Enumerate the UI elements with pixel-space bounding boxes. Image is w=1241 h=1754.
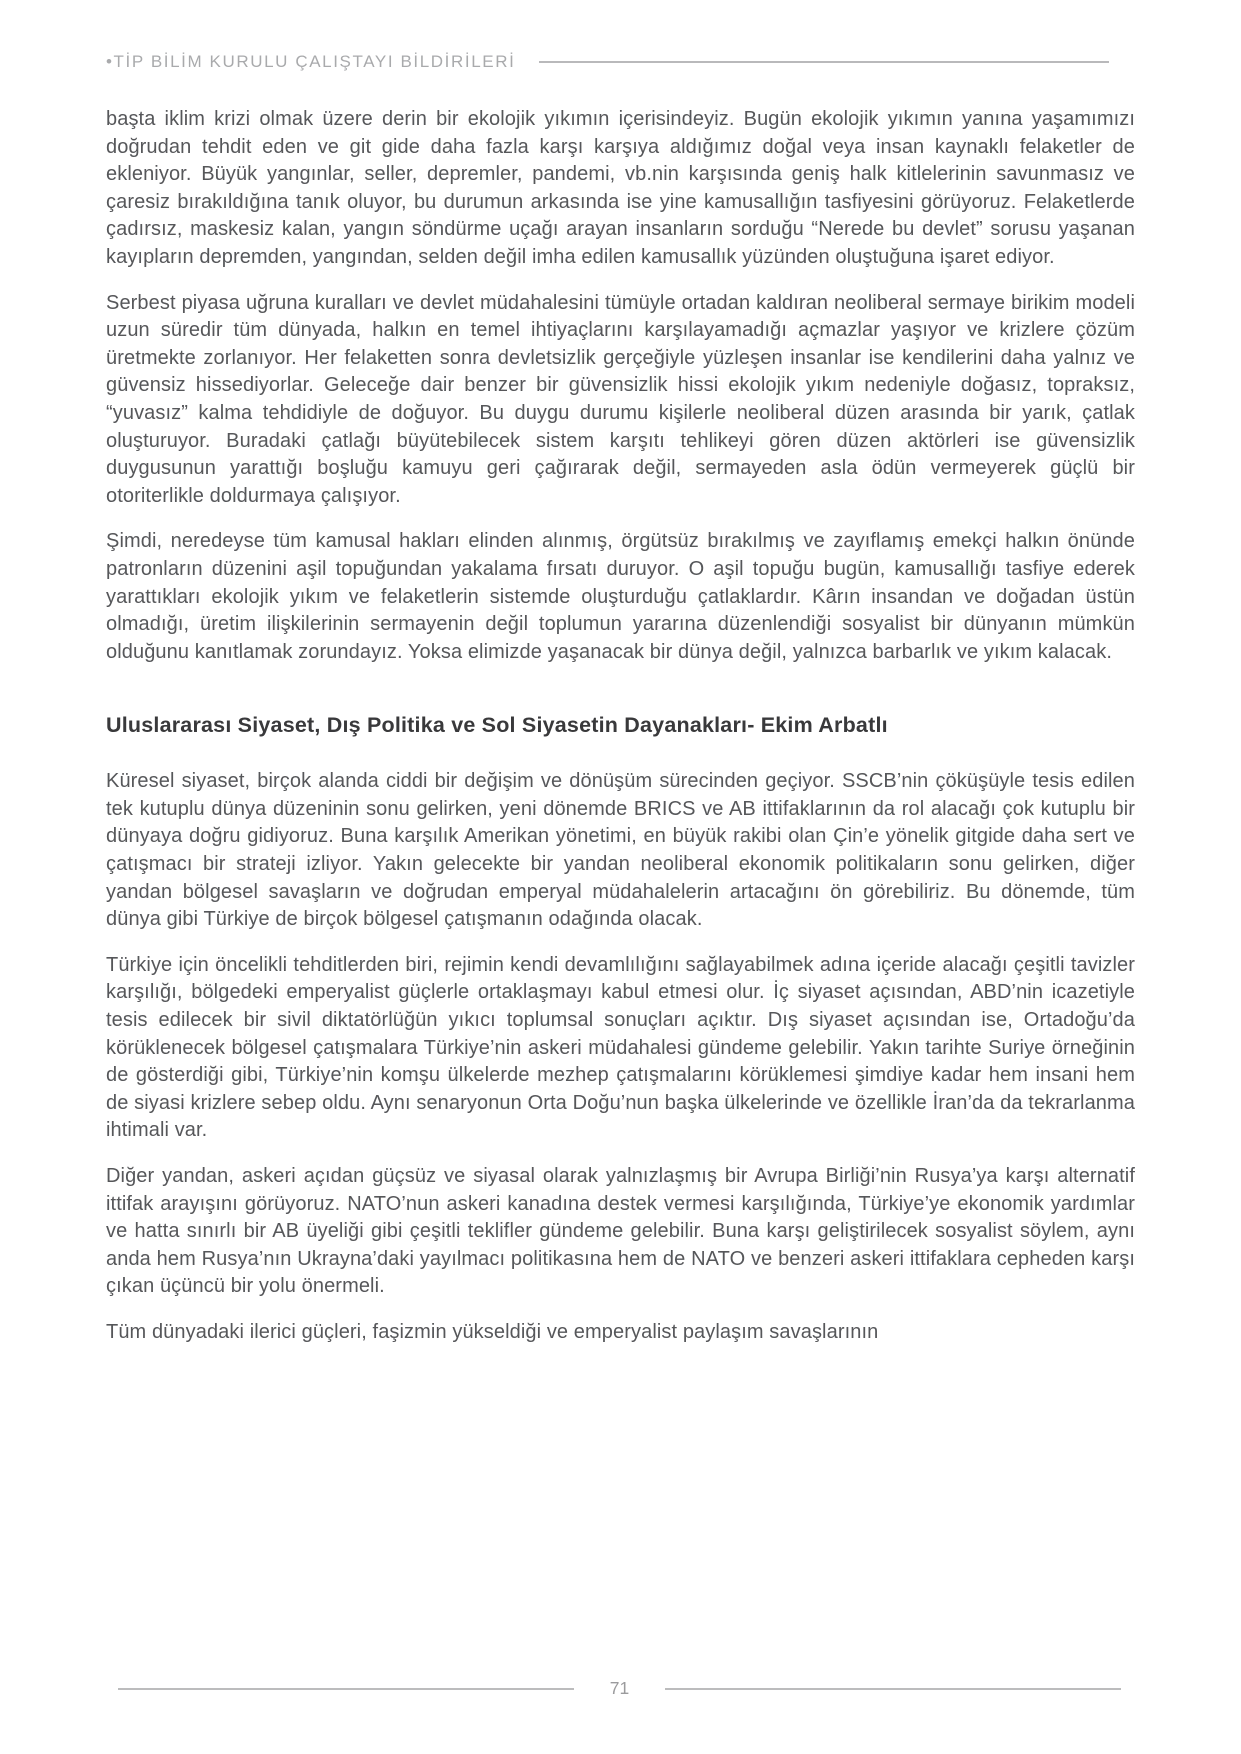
running-header-title: •TİP BİLİM KURULU ÇALIŞTAYI BİLDİRİLERİ — [106, 52, 516, 71]
running-header — [106, 0, 1135, 72]
page-number: 71 — [609, 1678, 630, 1698]
footer-rule-right — [665, 1688, 1121, 1690]
body-paragraph-2: Serbest piyasa uğruna kuralları ve devlet müdahalesini tümüyle ortadan kaldıran neoliberal sermaye birikim modeli uzun süredir tüm dünyada, halkın en temel ihtiyaçlarını karşılayamadığı açmazlar yaşıyor ve krizlere çözüm üretmekte zorlanıyor. Her felaketten sonra devletsizlik gerçeğiyle yüzleşen insanlar ise kendilerini daha yalnız ve güvensiz hissediyorlar. Geleceğe dair benzer bir güvensizlik hissi ekolojik yıkım nedeniyle doğasız, topraksız, “yuvasız” kalma tehdidiyle de doğuyor. Bu duygu durumu kişilerle neoliberal düzen arasında bir yarık, çatlak oluşturuyor. Buradaki çatlağı büyütebilecek sistem karşıtı tehlikeyi gören düzen aktörleri ise güvensizlik duygusunun yarattığı boşluğu kamuyu geri çağırarak değil, sermayeden asla ödün vermeyerek güçlü bir otoriterlikle doldurmaya çalışıyor. — [106, 291, 1135, 507]
page-footer — [106, 1678, 1135, 1699]
section-paragraph-2: Türkiye için öncelikli tehditlerden biri, rejimin kendi devamlılığını sağlayabilmek adına içeride alacağı çeşitli tavizler karşılığı, bölgedeki emperyalist güçlerle ortaklaşmayı kabul etmesi olur. İç siyaset açısından, ABD’nin icazetiyle tesis edilecek bir sivil diktatörlüğün yıkıcı toplumsal sonuçları açıktır. Dış siyaset açısından ise, Ortadoğu’da körüklenecek bölgesel çatışmalara Türkiye’nin askeri müdahalesi gündeme gelebilir. Yakın tarihte Suriye örneğinin de gösterdiği gibi, Türkiye’nin komşu ülkelerde mezhep çatışmalarını körüklemesi şimdiye kadar hem insani hem de siyasi krizlere sebep oldu. Aynı senaryonun Orta Doğu’nun başka ülkelerinde ve özellikle İran’da da tekrarlanma ihtimali var. — [106, 953, 1135, 1142]
section-paragraph-3: Diğer yandan, askeri açıdan güçsüz ve siyasal olarak yalnızlaşmış bir Avrupa Birliği’nin Rusya’ya karşı alternatif ittifak arayışını görüyoruz. NATO’nun askeri kanadına destek vermesi karşılığında, Türkiye’ye ekonomik yardımlar ve hatta sınırlı bir AB üyeliği gibi çeşitli teklifler gündeme gelebilir. Buna karşı geliştirilecek sosyalist söylem, aynı anda hem Rusya’nın Ukrayna’daki yayılmacı politikasına hem de NATO ve benzeri askeri ittifaklara cepheden karşı çıkan üçüncü bir yolu önermeli. — [106, 1165, 1135, 1298]
body-paragraph-1: başta iklim krizi olmak üzere derin bir ekolojik yıkımın içerisindeyiz. Bugün ekolojik yıkımın yanına yaşamımızı doğrudan tehdit eden ve git gide daha fazla karşı karşıya aldığımız doğal veya insan kaynaklı felaketler de ekleniyor. Büyük yangınlar, seller, depremler, pandemi, vb.nin karşısında geniş halk kitlelerinin savunmasız ve çaresiz bırakıldığına tanık oluyor, bu durumun arkasında ise yine kamusallığın tasfiyesini görüyoruz. Felaketlerde çadırsız, maskesiz kalan, yangın söndürme uçağı arayan insanların sorduğu “Nerede bu devlet” sorusu yaşanan kayıpların depremden, yangından, selden değil imha edilen kamusallık yüzünden oluştuğuna işaret ediyor. — [106, 108, 1135, 268]
section-heading: Uluslararası Siyaset, Dış Politika ve Sol Siyasetin Dayanakları- Ekim Arbatlı — [106, 713, 888, 738]
body-paragraph-3: Şimdi, neredeyse tüm kamusal hakları elinden alınmış, örgütsüz bırakılmış ve zayıflamış emekçi halkın önünde patronların düzenini aşil topuğundan yakalama fırsatı duruyor. O aşil topuğu bugün, kamusallığı tasfiye ederek yarattıkları ekolojik yıkım ve felaketlerin sistemde oluşturduğu çatlaklardır. Kârın insandan ve doğadan üstün olmadığı, üretim ilişkilerinin sermayenin değil toplumun yararına düzenlendiği sosyalist bir dünyanın mümkün olduğunu kanıtlamak zorundayız. Yoksa elimizde yaşanacak bir dünya değil, yalnızca barbarlık ve yıkım kalacak. — [106, 530, 1135, 663]
section-paragraph-1: Küresel siyaset, birçok alanda ciddi bir değişim ve dönüşüm sürecinden geçiyor. SSCB’nin çöküşüyle tesis edilen tek kutuplu dünya düzeninin sonu gelirken, yeni dönemde BRICS ve AB ittifaklarının da rol alacağı çok kutuplu bir dünyaya doğru gidiyoruz. Buna karşılık Amerikan yönetimi, en büyük rakibi olan Çin’e yönelik gitgide daha sert ve çatışmacı bir strateji izliyor. Yakın gelecekte bir yandan neoliberal ekonomik politikaların sonu gelirken, diğer yandan bölgesel savaşların ve doğrudan emperyal müdahalelerin artacağını ön görebiliriz. Bu dönemde, tüm dünya gibi Türkiye de birçok bölgesel çatışmanın odağında olacak. — [106, 770, 1135, 931]
footer-rule-left — [118, 1688, 574, 1690]
section-paragraph-4: Tüm dünyadaki ilerici güçleri, faşizmin yükseldiği ve emperyalist paylaşım savaşlarının — [106, 1320, 879, 1343]
page-body — [106, 106, 1135, 1347]
header-rule — [539, 61, 1109, 63]
